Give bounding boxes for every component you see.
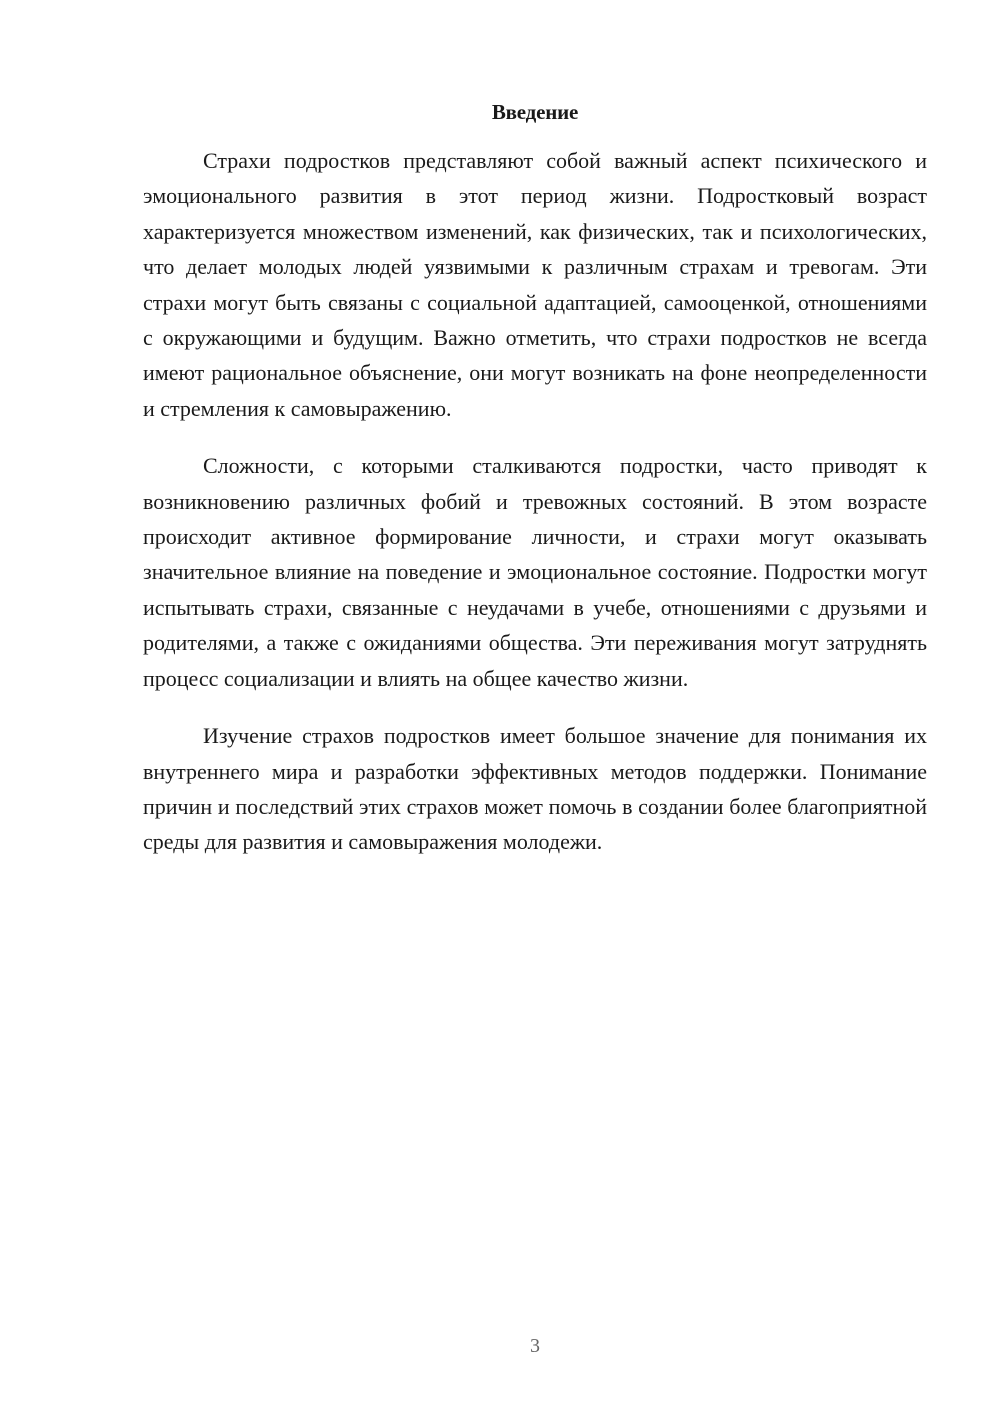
page-number: 3: [530, 1335, 540, 1357]
paragraph-3: Изучение страхов подростков имеет большое значение для понимания их внутреннего мира и разработки эффективных методов поддержки. Понимание причин и последствий этих страхов может помочь в создании более благоприятной среды для развития и самовыражения молодежи.: [143, 723, 927, 855]
document-body: [143, 143, 927, 882]
paragraph-1: Страхи подростков представляют собой важный аспект психического и эмоционального развития в этот период жизни. Подростковый возраст характеризуется множеством изменений, как физических, так и психологических, что делает молодых людей уязвимыми к различным страхам и тревогам. Эти страхи могут быть связаны с социальной адаптацией, самооценкой, отношениями с окружающими и будущим. Важно отметить, что страхи подростков не всегда имеют рациональное объяснение, они могут возникать на фоне неопределенности и стремления к самовыражению.: [143, 148, 927, 421]
page-title: Введение: [491, 100, 579, 124]
paragraph-2: Сложности, с которыми сталкиваются подростки, часто приводят к возникновению различных фобий и тревожных состояний. В этом возрасте происходит активное формирование личности, и страхи могут оказывать значительное влияние на поведение и эмоциональное состояние. Подростки могут испытывать страхи, связанные с неудачами в учебе, отношениями с друзьями и родителями, а также с ожиданиями общества. Эти переживания могут затруднять процесс социализации и влиять на общее качество жизни.: [143, 453, 927, 691]
